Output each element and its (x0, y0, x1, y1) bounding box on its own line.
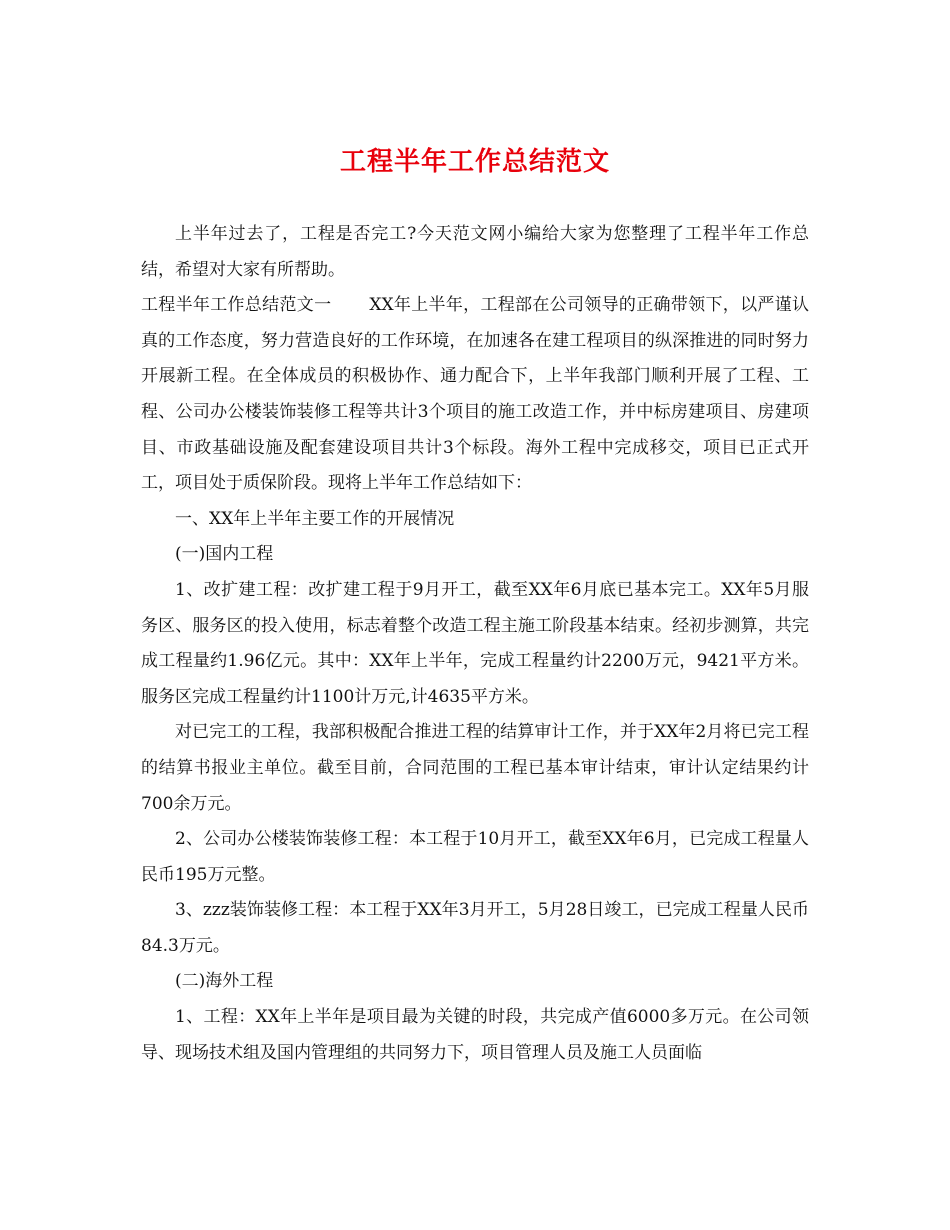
paragraph-office-decoration (141, 822, 809, 893)
paragraph-text: 1、改扩建工程：改扩建工程于9月开工，截至XX年6月底已基本完工。XX年5月服务区、服务区的投入使用，标志着整个改造工程主施工阶段基本结束。经初步测算，共完成工程量约1.96亿元。其中：XX年上半年，完成工程量约计2200万元，9421平方米。服务区完成工程量约计1100计万元,计4635平方米。 (141, 579, 809, 707)
paragraph-text: XX年上半年，工程部在公司领导的正确带领下，以严谨认真的工作态度，努力营造良好的工作环境，在加速各在建工程项目的纵深推进的同时努力开展新工程。在全体成员的积极协作、通力配合下，上半年我部门顺利开展了工程、工程、公司办公楼装饰装修工程等共计3个项目的施工改造工作，并中标房建项目、房建项目、市政基础设施及配套建设项目共计3个标段。海外工程中完成移交，项目已正式开工，项目处于质保阶段。现将上半年工作总结如下： (141, 295, 809, 494)
paragraph-text: 上半年过去了，工程是否完工?今天范文网小编给大家为您整理了工程半年工作总结，希望对大家有所帮助。 (141, 224, 809, 280)
paragraph-text: 对已完工的工程，我部积极配合推进工程的结算审计工作，并于XX年2月将已完工程的结算书报业主单位。截至目前，合同范围的工程已基本审计结束，审计认定结果约计700余万元。 (141, 722, 809, 814)
paragraph-intro (141, 217, 809, 288)
paragraph-zzz-decoration (141, 893, 809, 964)
heading-main-work (141, 502, 809, 538)
paragraph-overseas-project (141, 1000, 809, 1071)
heading-overseas (141, 964, 809, 1000)
paragraph-text: 3、zzz装饰装修工程：本工程于XX年3月开工，5月28日竣工，已完成工程量人民币84.3万元。 (141, 900, 809, 956)
document-title: 工程半年工作总结范文 (339, 147, 610, 177)
paragraph-text: 2、公司办公楼装饰装修工程：本工程于10月开工，截至XX年6月，已完成工程量人民币195万元整。 (141, 829, 809, 885)
paragraph-section-one (141, 288, 809, 502)
heading-domestic (141, 537, 809, 573)
paragraph-settlement-audit (141, 715, 809, 822)
paragraph-text: 1、工程：XX年上半年是项目最为关键的时段，共完成产值6000多万元。在公司领导、现场技术组及国内管理组的共同努力下，项目管理人员及施工人员面临 (141, 1007, 809, 1063)
paragraph-text: 一、XX年上半年主要工作的开展情况 (175, 508, 455, 529)
paragraph-lead: 工程半年工作总结范文一 (141, 295, 332, 316)
paragraph-text: (二)海外工程 (175, 971, 274, 992)
paragraph-expansion-project (141, 573, 809, 715)
paragraph-text: (一)国内工程 (175, 544, 274, 565)
document-body (141, 217, 809, 1071)
